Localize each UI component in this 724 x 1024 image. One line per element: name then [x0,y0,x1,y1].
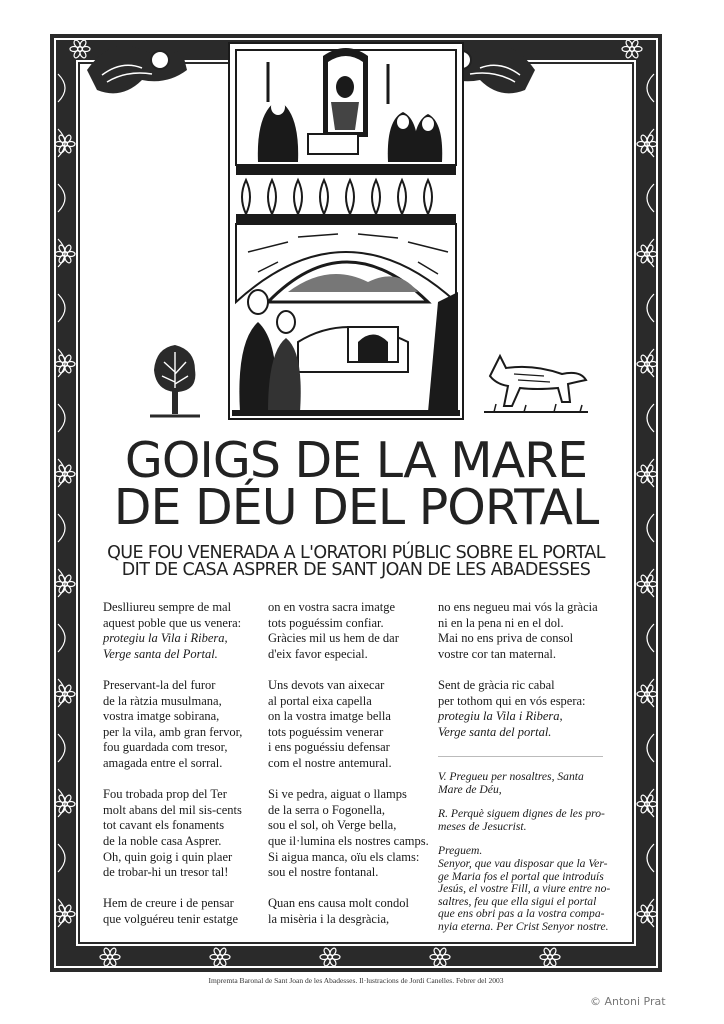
stanza [268,600,433,662]
prayer-block [438,771,608,796]
refrain-line: protegiu la Vila i Ribera, [438,709,563,724]
verse-line: fou guardada com tresor, [103,740,228,755]
verse-line: Oh, quin goig i quin plaer [103,849,233,864]
prayer-line: saltres, feu que ella sigui el portal [438,894,597,908]
verse-line: que il·lumina els nostres camps. [268,833,429,848]
verse-column-1 [103,600,263,943]
stanza [103,787,263,881]
verse-line: d'eix favor especial. [268,646,368,661]
title-line-2: DE DÉU DEL PORTAL [113,479,599,536]
prayer-line: Preguem. [438,844,483,858]
wolf-illustration [484,350,588,416]
prayer-line: Senyor, que vau disposar que la Ver- [438,856,608,870]
verse-line: Mai no ens priva de consol [438,631,574,646]
woodcut-illustration [228,42,464,420]
stanza [103,896,263,927]
stanza [103,678,263,772]
tree-illustration [150,340,200,418]
verse-line: per tothom qui en vós espera: [438,693,586,708]
subtitle-line-2: DIT DE CASA ASPRER DE SANT JOAN DE LES ABADESSES [121,560,591,580]
stanza [438,600,608,662]
prayer-line: R. Perquè siguem dignes de les pro- [438,807,605,821]
stanza [268,787,433,881]
verse-line: per la vila, amb gran fervor, [103,724,243,739]
subtitle-line-1: QUE FOU VENERADA A L'ORATORI PÚBLIC SOBRE EL PORTAL [107,543,605,563]
refrain-line: protegiu la Vila i Ribera, [103,631,228,646]
refrain-line: Verge santa del Portal. [103,646,218,661]
verse-line: aquest poble que us venera: [103,615,242,630]
verse-line: no ens negueu mai vós la gràcia [438,600,598,614]
verse-line: tots poguéssim venerar [268,724,384,739]
verse-line: Sent de gràcia ric cabal [438,677,555,692]
verse-line: sou el sol, oh Verge bella, [268,818,397,833]
prayer-block [438,844,611,933]
verse-line: on la vostra imatge bella [268,709,391,724]
verse-line: Fou trobada prop del Ter [103,787,227,802]
verse-line: de la noble casa Asprer. [103,833,222,848]
verse-line: tot cavant els fonaments [103,818,225,833]
verse-line: Deslliureu sempre de mal [103,600,232,614]
subtitle [100,545,612,579]
verse-column-2 [268,600,433,943]
stanza [268,678,433,772]
title-line-1: GOIGS DE LA MARE [124,432,588,489]
verse-line: sou el nostre fontanal. [268,865,379,880]
prayer-line: Jesús, el vostre Fill, a viure entre no- [438,882,611,896]
verse-line: de trobar-hi un tresor tal! [103,865,229,880]
stanza [268,896,433,927]
prayer-line: nyia eterna. Per Crist Senyor nostre. [438,919,609,933]
verse-line: Quan ens causa molt condol [268,896,409,911]
verse-line: de la serra o Fogonella, [268,802,385,817]
verse-line: tots poguéssim confiar. [268,615,384,630]
verse-line: Hem de creure i de pensar [103,896,234,911]
verse-line: Si aigua manca, oïu els clams: [268,849,420,864]
verse-line: Preservant-la del furor [103,677,216,692]
prayer-line: meses de Jesucrist. [438,819,527,833]
verse-line: amagada entre el sorral. [103,755,223,770]
printer-credits: Impremta Baronal de Sant Joan de les Abadesses. Il·lustracions de Jordi Canelles. Febrer del 2003 [208,976,504,985]
verse-line: vostre cor tan maternal. [438,646,557,661]
stanza [438,678,608,740]
verse-line: ni en la pena ni en el dol. [438,615,564,630]
verse-line: Gràcies mil us hem de dar [268,631,399,646]
refrain-line: Verge santa del portal. [438,724,552,739]
page-title [96,432,616,536]
copyright-watermark: © Antoni Prat [590,995,666,1008]
verse-line: com el nostre antemural. [268,755,392,770]
prayer-line: ge Maria fos el portal que introduís [438,869,604,883]
verse-line: molt abans del mil sis-cents [103,802,242,817]
verse-line: vostra imatge sobirana, [103,709,220,724]
verse-line: Si ve pedra, aiguat o llamps [268,787,407,802]
prayer-block [438,808,608,833]
divider [438,756,603,757]
verse-line: on en vostra sacra imatge [268,600,396,614]
verse-line: la misèria i la desgràcia, [268,911,390,926]
stanza [103,600,263,662]
prayer-line: que ens obri pas a la vostra compa- [438,907,605,921]
prayer-line: V. Pregueu per nosaltres, Santa [438,769,584,783]
prayer-line: Mare de Déu, [438,782,502,796]
angel-left-illustration [82,30,192,108]
verse-column-3 [438,600,611,945]
verse-line: i ens poguéssiu defensar [268,740,390,755]
verse-line: de la ràtzia musulmana, [103,693,222,708]
verse-line: Uns devots van aixecar [268,677,385,692]
verse-line: al portal eixa capella [268,693,372,708]
verse-line: que volguéreu tenir estatge [103,911,239,926]
